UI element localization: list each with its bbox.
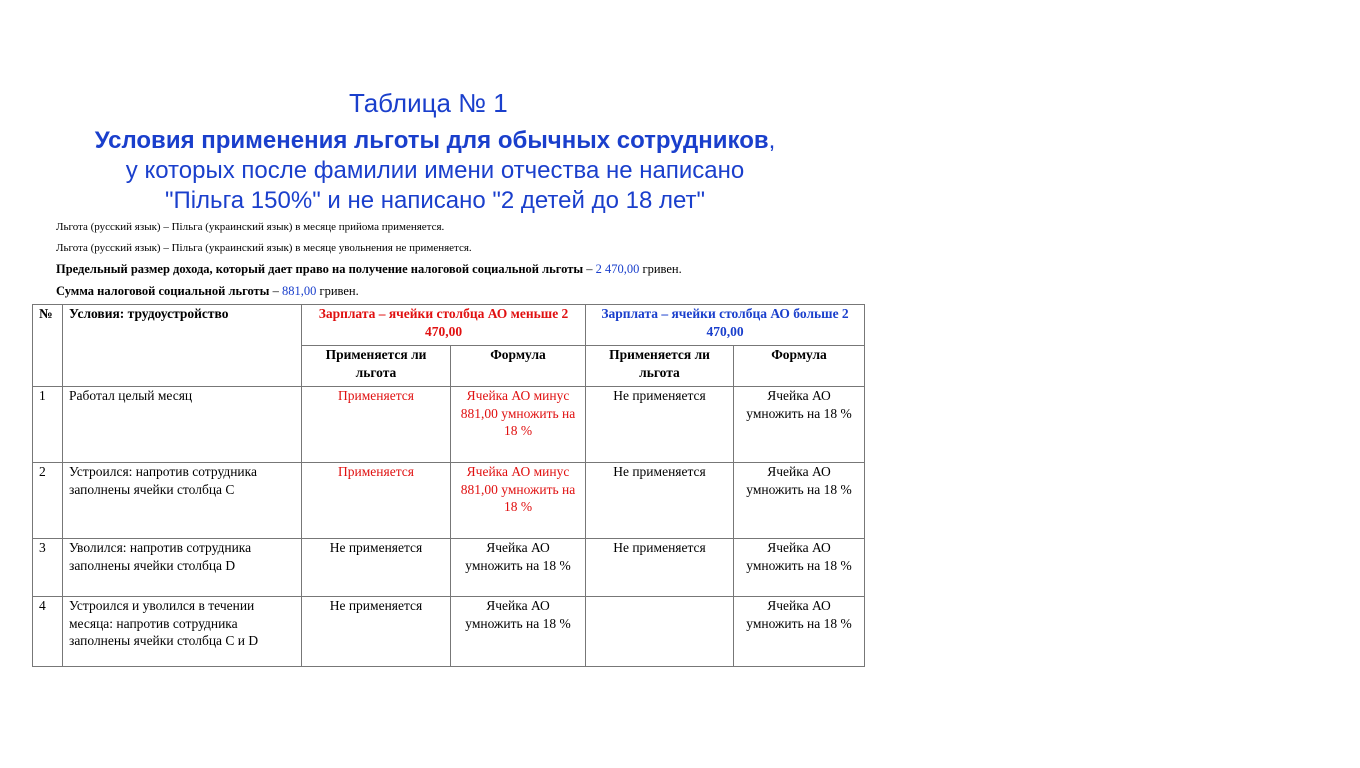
header-salary-less: Зарплата – ячейки столбца АО меньше 2 470,00 (302, 305, 586, 346)
subtitle-line4: "Пільга 150%" и не написано "2 детей до 18 лет" (164, 187, 706, 214)
header-number: № (33, 305, 63, 387)
row-less-applies: Не применяется (302, 597, 451, 667)
note-income-limit-unit: гривен. (639, 262, 682, 276)
row-number: 4 (33, 597, 63, 667)
row-more-formula: Ячейка АО умножить на 18 % (734, 463, 865, 539)
note-benefit-unit: гривен. (316, 284, 359, 298)
note-benefit-amount (56, 284, 359, 299)
header-conditions: Условия: трудоустройство (63, 305, 302, 387)
row-more-applies: Не применяется (586, 539, 734, 597)
header-salary-more: Зарплата – ячейки столбца АО больше 2 470,00 (586, 305, 865, 346)
table-subtitle (30, 126, 840, 216)
note-dismissal: Льгота (русский язык) – Пільга (украинский язык) в месяце увольнения не применяется. (56, 242, 472, 254)
table-row (33, 387, 865, 463)
row-less-applies: Применяется (302, 387, 451, 463)
row-less-formula: Ячейка АО умножить на 18 % (451, 597, 586, 667)
note-income-limit (56, 262, 682, 277)
subheader-applies-more: Применяется ли льгота (586, 346, 734, 387)
row-condition: Уволился: напротив сотрудника заполнены ячейки столбца D (63, 539, 302, 597)
table-row (33, 463, 865, 539)
note-benefit-label: Сумма налоговой социальной льготы (56, 284, 270, 298)
subtitle-line3: у которых после фамилии имени отчества не написано (125, 157, 745, 184)
row-less-formula: Ячейка АО минус 881,00 умножить на 18 % (451, 387, 586, 463)
row-more-applies (586, 597, 734, 667)
note-income-limit-dash: – (583, 262, 596, 276)
row-more-formula: Ячейка АО умножить на 18 % (734, 597, 865, 667)
note-income-limit-value: 2 470,00 (595, 262, 640, 276)
subtitle-bold: Условия применения льготы для обычных сотрудников (94, 127, 769, 154)
note-income-limit-label: Предельный размер дохода, который дает право на получение налоговой социальной льготы (56, 262, 584, 276)
table-title: Таблица № 1 (349, 88, 508, 118)
row-less-applies: Применяется (302, 463, 451, 539)
row-less-formula: Ячейка АО минус 881,00 умножить на 18 % (451, 463, 586, 539)
row-condition: Работал целый месяц (63, 387, 302, 463)
row-condition: Устроился и уволился в течении месяца: напротив сотрудника заполнены ячейки столбца С и D (63, 597, 302, 667)
row-number: 3 (33, 539, 63, 597)
note-hiring: Льгота (русский язык) – Пільга (украинский язык) в месяце прийома применяется. (56, 221, 445, 233)
row-number: 1 (33, 387, 63, 463)
row-less-formula: Ячейка АО умножить на 18 % (451, 539, 586, 597)
row-condition: Устроился: напротив сотрудника заполнены ячейки столбца С (63, 463, 302, 539)
note-benefit-dash: – (269, 284, 282, 298)
note-benefit-value: 881,00 (281, 284, 317, 298)
subtitle-comma: , (768, 127, 776, 154)
table-row (33, 539, 865, 597)
header-row (33, 305, 865, 346)
row-number: 2 (33, 463, 63, 539)
row-more-applies: Не применяется (586, 463, 734, 539)
table-row (33, 597, 865, 667)
row-more-formula: Ячейка АО умножить на 18 % (734, 539, 865, 597)
row-more-applies: Не применяется (586, 387, 734, 463)
subheader-formula-more: Формула (734, 346, 865, 387)
conditions-table (32, 304, 865, 667)
row-less-applies: Не применяется (302, 539, 451, 597)
subheader-formula-less: Формула (451, 346, 586, 387)
row-more-formula: Ячейка АО умножить на 18 % (734, 387, 865, 463)
subheader-applies-less: Применяется ли льгота (302, 346, 451, 387)
